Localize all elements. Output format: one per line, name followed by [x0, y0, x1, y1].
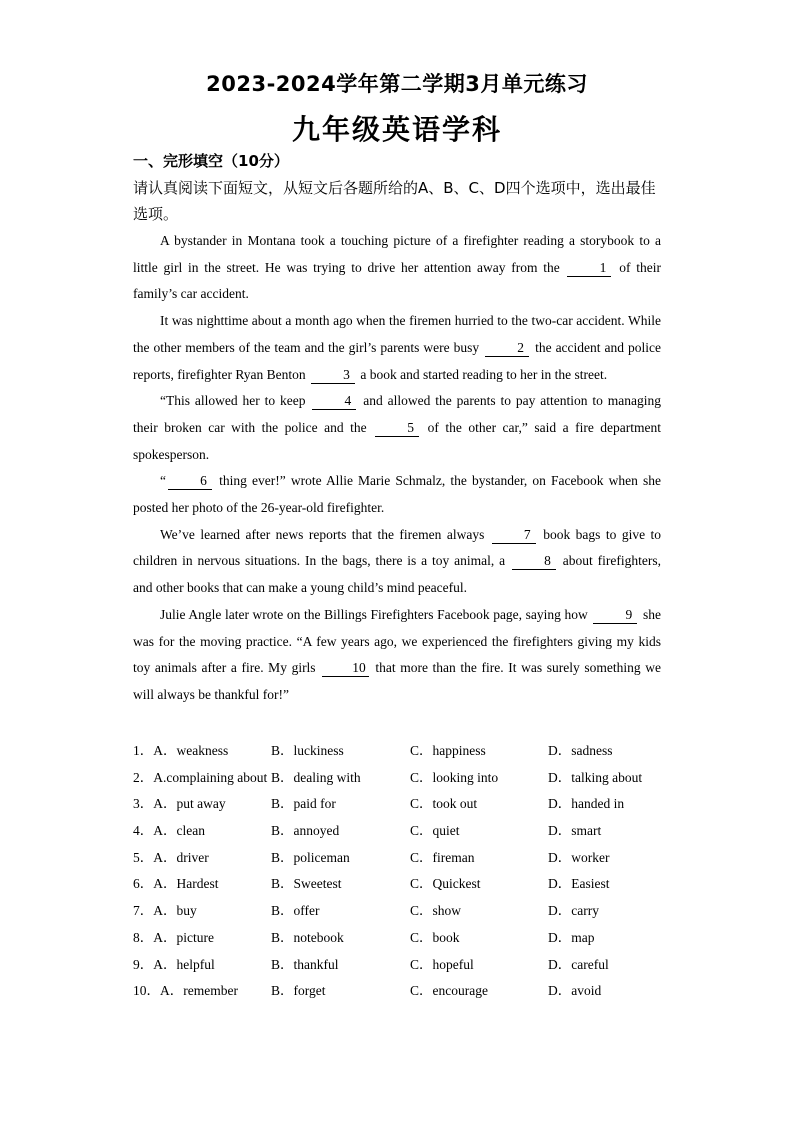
- option-a: 8．A．picture: [133, 929, 214, 945]
- text: We’ve learned after news reports that the firemen always: [160, 526, 485, 542]
- page-title: 2023-2024学年第二学期3月单元练习: [206, 72, 588, 96]
- blank-9: 9: [593, 607, 637, 624]
- question-2-options: [133, 760, 673, 787]
- option-b: B．forget: [271, 983, 326, 999]
- text: of the other car,” said a fire department spokesperson.: [133, 419, 662, 462]
- blank-4: 4: [312, 393, 356, 410]
- paragraph-3: [133, 388, 661, 468]
- question-6-options: [133, 866, 673, 893]
- option-a: 10．A．remember: [133, 983, 238, 999]
- option-c: C．show: [410, 903, 462, 919]
- text: a book and started reading to her in the street.: [360, 366, 608, 382]
- question-5-options: [133, 840, 673, 867]
- question-4-options: [133, 813, 673, 840]
- paragraph-2: [133, 308, 661, 388]
- text: she was for the moving practice. “A few years ago, we experienced the firefighters giving my kids toy animals after a fire. My girls: [133, 606, 662, 676]
- option-c: C．hopeful: [410, 956, 474, 972]
- option-d: D．talking about: [548, 769, 643, 785]
- text: of their family’s car accident.: [133, 259, 661, 302]
- question-1-options: [133, 733, 673, 760]
- option-b: B．dealing with: [271, 769, 361, 785]
- option-a: 4．A．clean: [133, 823, 205, 839]
- blank-1: 1: [567, 260, 611, 277]
- option-c: C．book: [410, 929, 460, 945]
- option-b: B．paid for: [271, 796, 336, 812]
- option-d: D．sadness: [548, 743, 613, 758]
- option-b: B．annoyed: [271, 823, 340, 839]
- text: It was nighttime about a month ago when the firemen hurried to the two-car accident. While the other members of the team and the girl’s parents were busy: [133, 313, 661, 355]
- question-8-options: [133, 920, 673, 947]
- blank-6: 6: [168, 473, 212, 490]
- option-c: C．looking into: [410, 769, 499, 785]
- blank-7: 7: [492, 527, 536, 544]
- question-10-options: [133, 973, 673, 1000]
- blank-2: 2: [485, 340, 529, 357]
- option-a: 2．A.complaining about: [133, 769, 268, 785]
- text: “This allowed her to keep: [160, 393, 306, 409]
- option-a: 5．A．driver: [133, 849, 209, 865]
- text: Julie Angle later wrote on the Billings Firefighters Facebook page, saying how: [160, 606, 588, 622]
- section-instruction: 请认真阅读下面短文，从短文后各题所给的A、B、C、D四个选项中，选出最佳选项。: [133, 179, 656, 223]
- question-9-options: [133, 947, 673, 974]
- option-b: B．thankful: [271, 956, 339, 972]
- option-d: D．carry: [548, 903, 599, 919]
- option-d: D．avoid: [548, 983, 602, 999]
- option-c: C．Quickest: [410, 876, 481, 892]
- text: book bags to give to children in nervous situations. In the bags, there is a toy animal, a: [133, 526, 662, 569]
- option-b: B．Sweetest: [271, 876, 342, 892]
- option-a: 6．A．Hardest: [133, 876, 219, 892]
- answer-options: [133, 733, 673, 1000]
- option-c: C．encourage: [410, 983, 488, 999]
- option-c: C．took out: [410, 796, 478, 812]
- option-d: D．smart: [548, 823, 602, 839]
- option-d: D．worker: [548, 849, 610, 865]
- option-d: D．careful: [548, 956, 609, 972]
- option-c: C．quiet: [410, 823, 460, 839]
- option-b: B．luckiness: [271, 743, 344, 758]
- paragraph-6: [133, 602, 661, 709]
- text: the accident and police reports, firefighter Ryan Benton: [133, 339, 661, 382]
- section-heading: 一、完形填空（10分）: [133, 152, 289, 170]
- paragraph-1: [133, 228, 661, 308]
- option-c: C．fireman: [410, 849, 475, 865]
- paragraph-4: [133, 468, 661, 521]
- text: A bystander in Montana took a touching picture of a firefighter reading a storybook to a little girl in the street. He was trying to drive her attention away from the: [133, 233, 661, 275]
- cloze-passage: [133, 228, 661, 709]
- question-7-options: [133, 893, 673, 920]
- paragraph-5: [133, 522, 661, 602]
- option-a: 3．A．put away: [133, 796, 226, 812]
- question-3-options: [133, 786, 673, 813]
- option-a: 9．A．helpful: [133, 956, 215, 972]
- option-a: 1．A．weakness: [133, 743, 229, 758]
- option-d: D．Easiest: [548, 876, 610, 892]
- option-a: 7．A．buy: [133, 903, 197, 919]
- blank-8: 8: [512, 553, 556, 570]
- text: and allowed the parents to pay attention to managing their broken car with the police and the: [133, 393, 662, 435]
- blank-5: 5: [375, 420, 419, 437]
- option-b: B．policeman: [271, 849, 350, 865]
- option-b: B．offer: [271, 903, 320, 919]
- blank-3: 3: [311, 367, 355, 384]
- text: that more than the fire. It was surely something we will always be thankful for!”: [133, 660, 661, 702]
- text: “: [160, 473, 166, 489]
- blank-10: 10: [322, 660, 369, 677]
- option-d: D．map: [548, 929, 595, 945]
- option-d: D．handed in: [548, 796, 625, 812]
- text: thing ever!” wrote Allie Marie Schmalz, the bystander, on Facebook when she posted her photo of the 26-year-old firefighter.: [133, 473, 661, 516]
- text: about firefighters, and other books that can make a young child’s mind peaceful.: [133, 553, 661, 596]
- page-subtitle: 九年级英语学科: [291, 113, 502, 146]
- option-c: C．happiness: [410, 743, 486, 758]
- option-b: B．notebook: [271, 929, 344, 945]
